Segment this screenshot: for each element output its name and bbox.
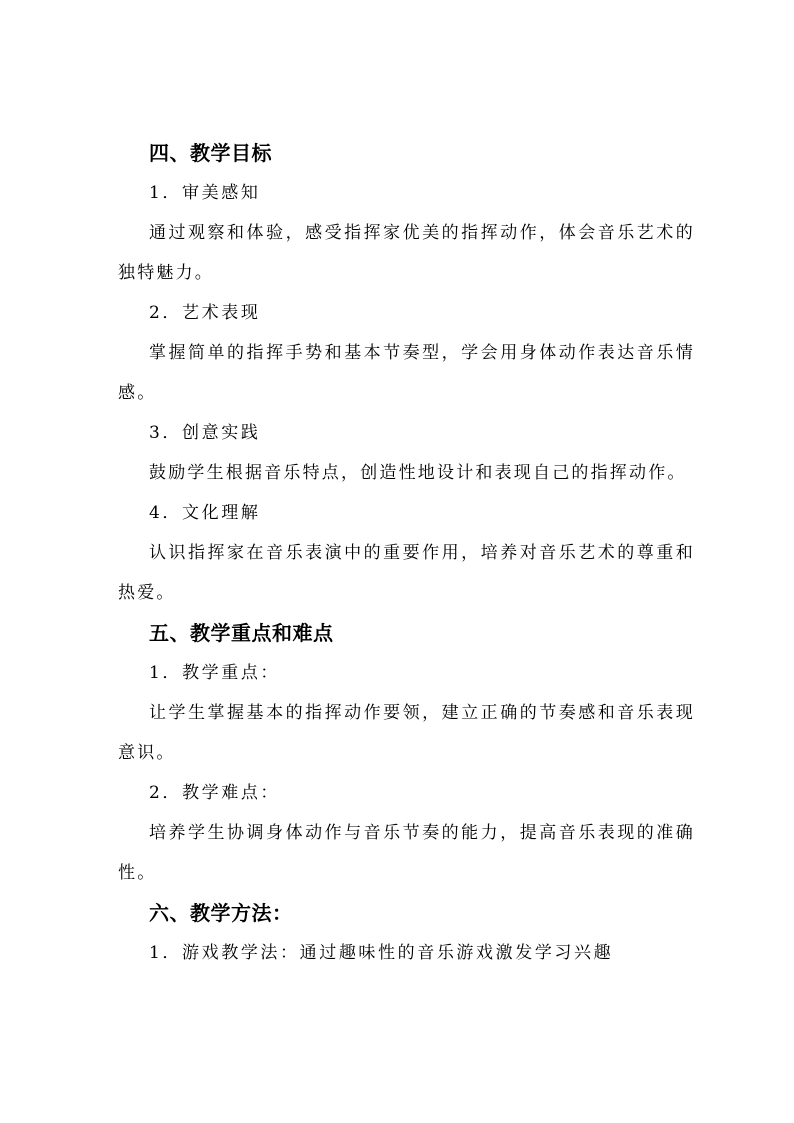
key-point-text: 让学生掌握基本的指挥动作要领，建立正确的节奏感和音乐表现意识。	[118, 703, 695, 763]
teaching-method-item: 1．游戏教学法：通过趣味性的音乐游戏激发学习兴趣	[149, 943, 614, 963]
document-body	[118, 133, 695, 973]
section-heading-teaching-methods: 六、教学方法：	[149, 901, 293, 925]
key-point-title: 1．教学重点：	[149, 663, 281, 683]
section-heading-key-and-difficult-points: 五、教学重点和难点	[149, 621, 334, 645]
section-heading-teaching-goals: 四、教学目标	[149, 141, 272, 165]
goal-text-creative-practice: 鼓励学生根据音乐特点，创造性地设计和表现自己的指挥动作。	[149, 463, 687, 483]
difficult-point-title: 2．教学难点：	[149, 783, 281, 803]
goal-title-artistic-expression: 2．艺术表现	[149, 303, 261, 323]
goal-title-creative-practice: 3．创意实践	[149, 423, 261, 443]
goal-text-aesthetic-perception: 通过观察和体验，感受指挥家优美的指挥动作，体会音乐艺术的独特魅力。	[118, 223, 695, 283]
goal-title-aesthetic-perception: 1．审美感知	[149, 183, 261, 203]
difficult-point-text: 培养学生协调身体动作与音乐节奏的能力，提高音乐表现的准确性。	[118, 823, 695, 883]
goal-title-cultural-understanding: 4．文化理解	[149, 503, 261, 523]
goal-text-cultural-understanding: 认识指挥家在音乐表演中的重要作用，培养对音乐艺术的尊重和热爱。	[118, 543, 695, 603]
goal-text-artistic-expression: 掌握简单的指挥手势和基本节奏型，学会用身体动作表达音乐情感。	[118, 343, 695, 403]
